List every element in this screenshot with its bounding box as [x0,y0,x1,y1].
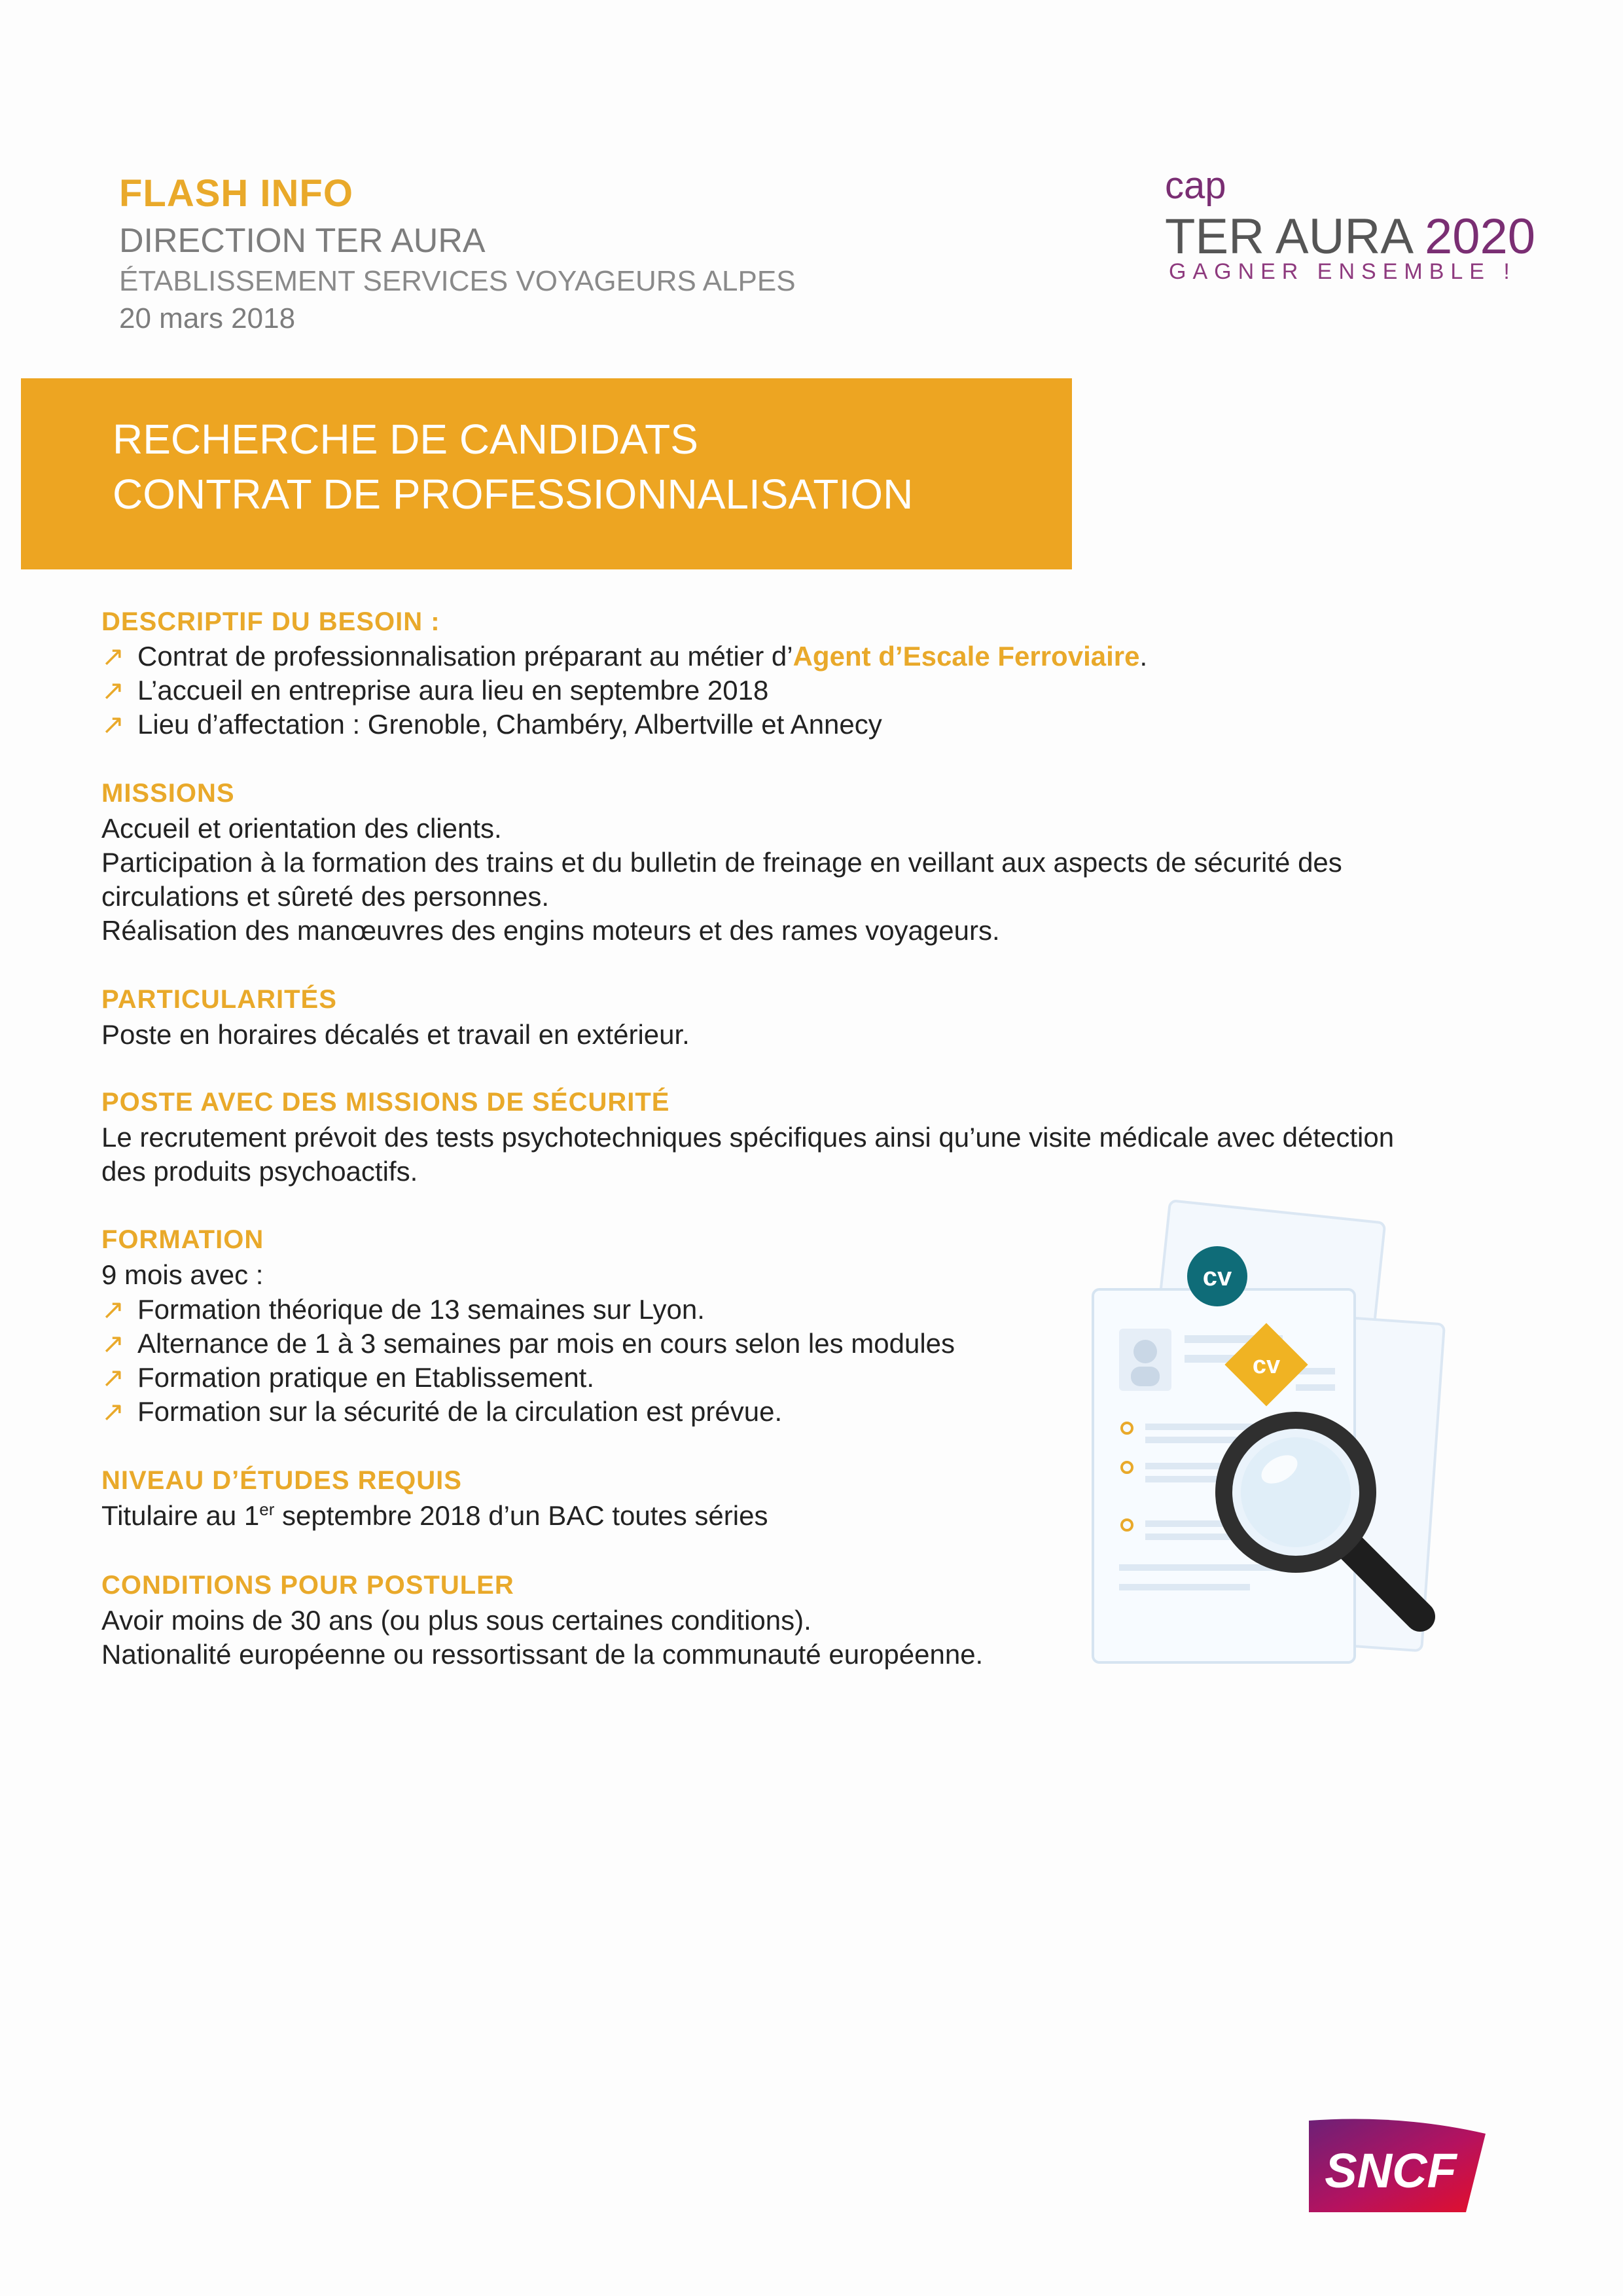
missions-line-1: Accueil et orientation des clients. [101,813,502,844]
particularites-line-1: Poste en horaires décalés et travail en extérieur. [101,1019,690,1050]
logo-year: 2020 [1425,209,1536,264]
formation-item-2-text: Alternance de 1 à 3 semaines par mois en cours selon les modules [137,1328,955,1359]
section-title-formation: FORMATION [101,1225,264,1254]
arrow-icon: ↗ [101,1328,125,1359]
securite-line-1: Le recrutement prévoit des tests psychotechniques spécifiques ainsi qu’une visite médicale avec détection [101,1122,1395,1153]
niveau-superscript: er [259,1499,275,1519]
formation-item-3 [101,1361,594,1393]
job-title-highlight: Agent d’Escale Ferroviaire [793,641,1140,672]
securite-line-2: des produits psychoactifs. [101,1156,418,1187]
section-title-besoin: DESCRIPTIF DU BESOIN : [101,607,440,636]
arrow-icon: ↗ [101,1362,125,1393]
logo-ter-text: TER AURA [1165,209,1425,264]
arrow-icon: ↗ [101,675,125,706]
section-title-particularites: PARTICULARITÉS [101,985,337,1014]
badge-text-1: cv [1202,1263,1232,1291]
sncf-logo-text: SNCF [1325,2144,1457,2198]
arrow-icon: ↗ [101,1294,125,1325]
conditions-line-2: Nationalité européenne ou ressortissant de la communauté européenne. [101,1639,984,1670]
sncf-logo [1309,2114,1486,2219]
niveau-line-1 [101,1500,768,1532]
section-title-missions: MISSIONS [101,779,235,808]
besoin-item-1 [101,640,1147,672]
missions-line-2: Participation à la formation des trains et du bulletin de freinage en veillant aux aspects de sécurité des [101,847,1342,878]
missions-line-4: Réalisation des manœuvres des engins moteurs et des rames voyageurs. [101,915,1000,946]
logo-cap: cap [1165,164,1226,207]
formation-item-1 [101,1293,705,1325]
formation-item-4 [101,1395,782,1427]
banner-line-1: RECHERCHE DE CANDIDATS [113,416,698,463]
cv-teal-badge [1187,1246,1247,1306]
section-title-securite: POSTE AVEC DES MISSIONS DE SÉCURITÉ [101,1088,670,1117]
formation-item-2 [101,1327,955,1359]
besoin-item-3 [101,708,882,740]
document-date: 20 mars 2018 [119,302,296,334]
arrow-icon: ↗ [101,1396,125,1427]
besoin-item-2-text: L’accueil en entreprise aura lieu en septembre 2018 [137,675,769,706]
section-title-niveau: NIVEAU D’ÉTUDES REQUIS [101,1466,462,1495]
arrow-icon: ↗ [101,709,125,740]
besoin-item-1-end: . [1139,641,1148,672]
formation-item-3-text: Formation pratique en Etablissement. [137,1362,595,1393]
conditions-line-1: Avoir moins de 30 ans (ou plus sous certaines conditions). [101,1605,812,1636]
banner-line-2: CONTRAT DE PROFESSIONNALISATION [113,471,914,518]
section-title-conditions: CONDITIONS POUR POSTULER [101,1571,514,1600]
logo-ter-aura [1165,208,1535,265]
besoin-item-2 [101,674,768,706]
besoin-item-1-text: Contrat de professionnalisation préparant au métier d’ [137,641,793,672]
missions-line-3: circulations et sûreté des personnes. [101,881,550,912]
badge-text-2: cv [1252,1352,1281,1379]
formation-item-1-text: Formation théorique de 13 semaines sur Lyon. [137,1294,705,1325]
niveau-text-pre: Titulaire au 1 [101,1500,260,1531]
niveau-text-post: septembre 2018 d’un BAC toutes séries [274,1500,768,1531]
formation-intro: 9 mois avec : [101,1259,264,1290]
formation-item-4-text: Formation sur la sécurité de la circulation est prévue. [137,1396,783,1427]
etablissement-label: ÉTABLISSEMENT SERVICES VOYAGEURS ALPES [119,265,796,297]
logo-slogan: GAGNER ENSEMBLE ! [1169,259,1516,284]
flash-info-title: FLASH INFO [119,172,353,215]
cv-search-illustration [1073,1198,1479,1676]
besoin-item-3-text: Lieu d’affectation : Grenoble, Chambéry, Albertville et Annecy [137,709,882,740]
direction-label: DIRECTION TER AURA [119,222,486,260]
arrow-icon: ↗ [101,641,125,672]
